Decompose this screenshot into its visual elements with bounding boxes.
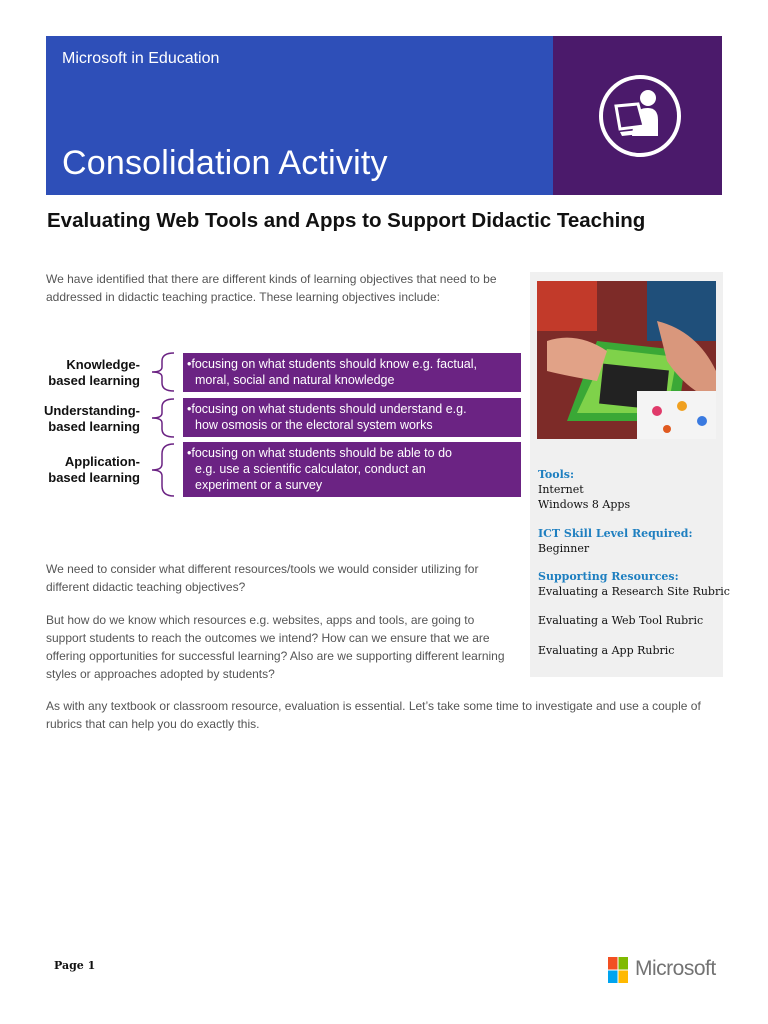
- microsoft-logo-icon: [608, 957, 628, 983]
- objective-label-line: Application-: [64, 454, 140, 469]
- reader-laptop-icon: [598, 74, 682, 158]
- objective-box-understanding: [183, 398, 521, 437]
- objective-label-application: [40, 454, 140, 486]
- objective-text-line: e.g. use a scientific calculator, conduct an: [195, 462, 426, 476]
- curly-brace-icon: [148, 351, 178, 393]
- body-paragraph: But how do we know which resources e.g. websites, apps and tools, are going to support students to reach the outcomes we intend? How can we ensure that we are offering opportunities for successful learning? Also are we supporting different learning styles or approaches adopted by students?: [46, 613, 505, 681]
- objective-text-line: how osmosis or the electoral system works: [195, 418, 433, 432]
- tool-item: Windows 8 Apps: [538, 498, 631, 511]
- resource-link[interactable]: Evaluating a App Rubric: [538, 644, 675, 657]
- objective-text-line: moral, social and natural knowledge: [195, 373, 395, 387]
- tools-heading: Tools:: [538, 468, 575, 481]
- objective-label-understanding: [40, 403, 140, 435]
- objective-text-line: •focusing on what students should understand e.g.: [187, 402, 467, 416]
- resources-heading: Supporting Resources:: [538, 570, 679, 583]
- microsoft-wordmark: Microsoft: [635, 957, 716, 980]
- curly-brace-icon: [148, 397, 178, 439]
- tool-item: Internet: [538, 483, 584, 496]
- students-laptop-photo: [537, 281, 716, 439]
- objective-label-line: Understanding-: [43, 403, 140, 418]
- objective-label-line: based learning: [48, 419, 140, 434]
- objective-label-line: based learning: [48, 470, 140, 485]
- curly-brace-icon: [148, 442, 178, 498]
- section-subtitle: Evaluating Web Tools and Apps to Support Didactic Teaching: [47, 209, 646, 232]
- objective-text-line: •focusing on what students should know e.g. factual,: [187, 357, 477, 371]
- skill-value: Beginner: [538, 542, 590, 555]
- objective-box-knowledge: [183, 353, 521, 392]
- intro-paragraph: We have identified that there are different kinds of learning objectives that need to be addressed in didactic teaching practice. These learning objectives include:: [46, 272, 497, 304]
- objective-label-knowledge: [40, 357, 140, 389]
- page-number: Page 1: [54, 959, 96, 972]
- objective-box-application: [183, 442, 521, 497]
- skill-heading: ICT Skill Level Required:: [538, 527, 693, 540]
- objective-text-line: •focusing on what students should be able to do: [187, 446, 452, 460]
- objective-label-line: based learning: [48, 373, 140, 388]
- page-title: Consolidation Activity: [62, 144, 388, 182]
- objective-label-line: Knowledge-: [66, 357, 140, 372]
- body-paragraph: As with any textbook or classroom resource, evaluation is essential. Let’s take some time to investigate and use a couple of rubrics that can help you do exactly this.: [46, 699, 701, 731]
- brand-label: Microsoft in Education: [62, 50, 220, 67]
- body-paragraph: We need to consider what different resources/tools we would consider utilizing for different didactic teaching objectives?: [46, 562, 479, 594]
- objective-text-line: experiment or a survey: [195, 478, 323, 492]
- resource-link[interactable]: Evaluating a Research Site Rubric: [538, 585, 730, 598]
- resource-link[interactable]: Evaluating a Web Tool Rubric: [538, 614, 704, 627]
